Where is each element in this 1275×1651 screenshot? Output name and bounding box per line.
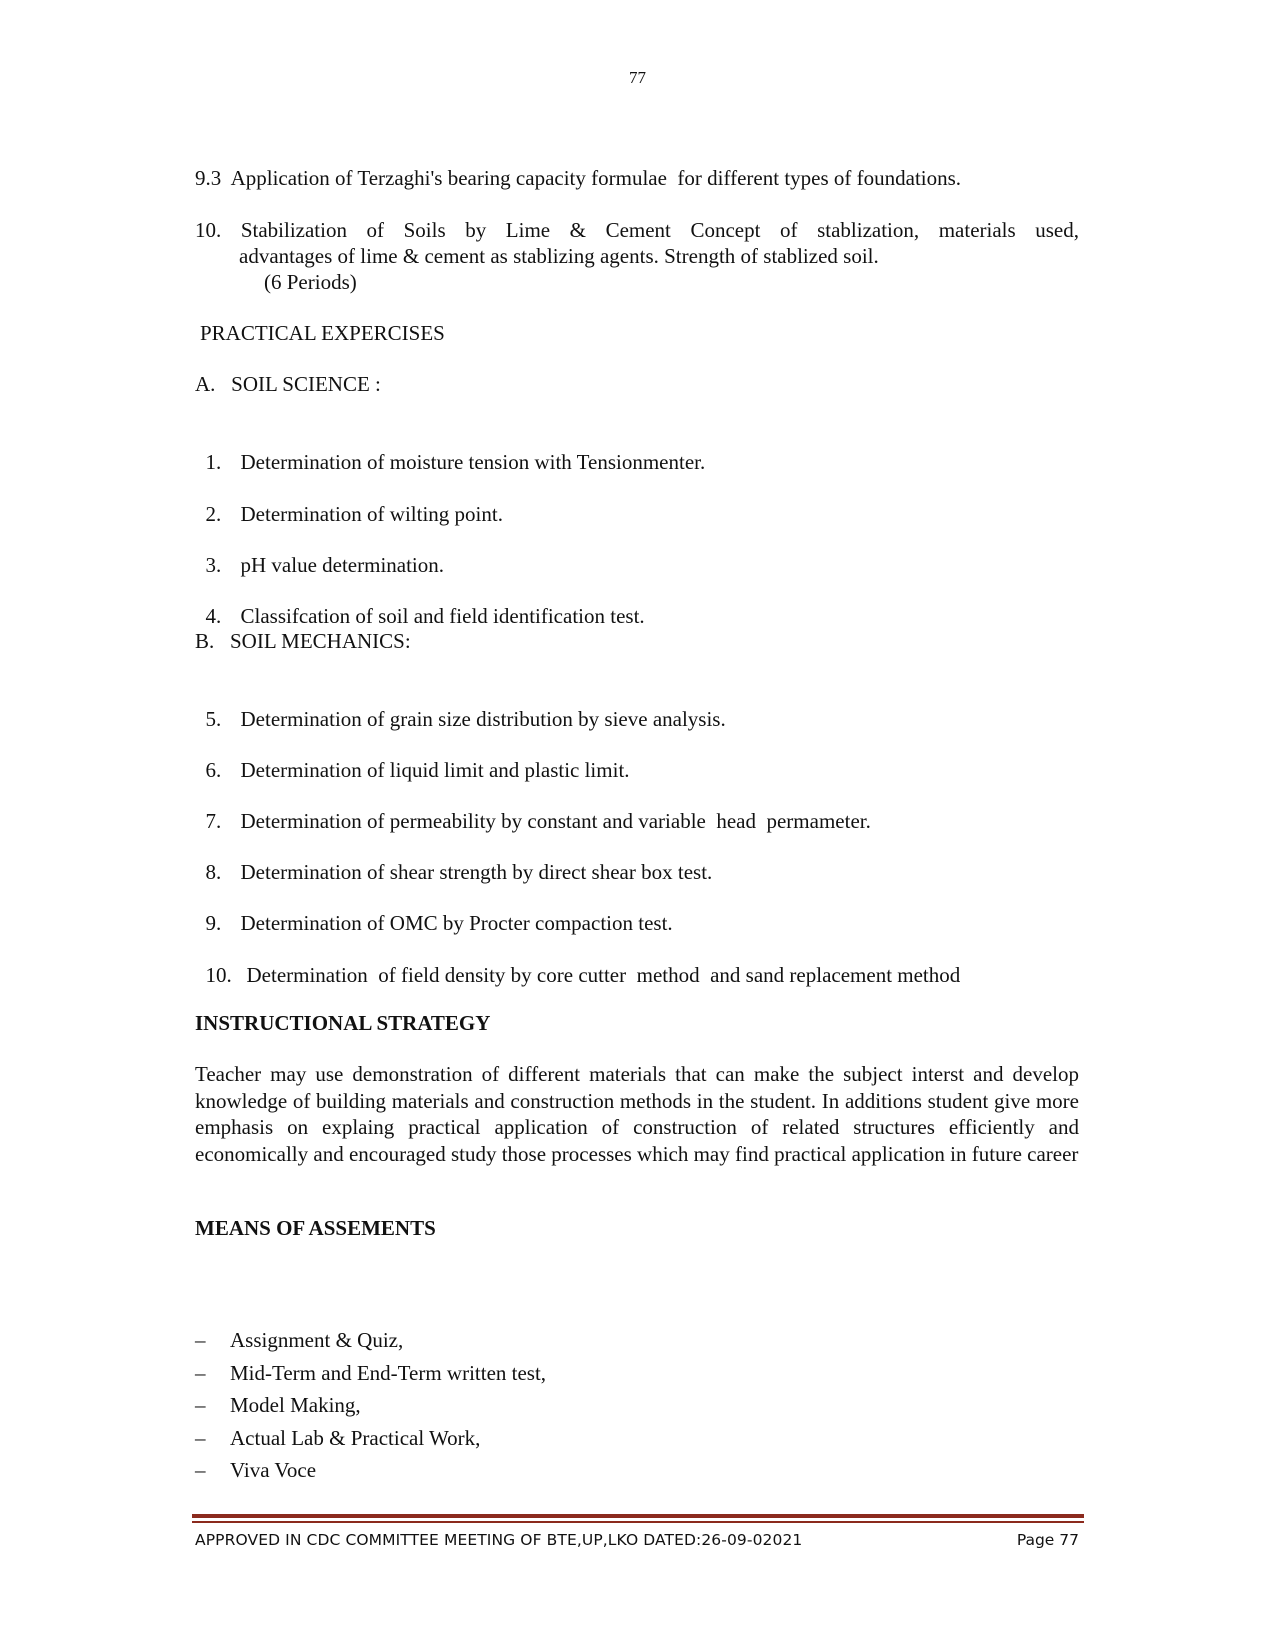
list-item	[195, 1360, 546, 1393]
item-10-line-2: advantages of lime & cement as stablizing agents. Strength of stablized soil.	[239, 244, 879, 268]
list-item-text: Mid-Term and End-Term written test,	[230, 1360, 547, 1385]
dash-icon: –	[195, 1393, 206, 1417]
list-item-number: 4.	[205, 604, 222, 628]
list-item-text: Determination of liquid limit and plastic limit.	[240, 758, 630, 782]
list-item-number: 6.	[205, 758, 222, 782]
footer-page-label: Page 77	[1016, 1531, 1079, 1549]
list-item-text: Determination of permeability by constant and variable head permameter.	[240, 809, 871, 833]
list-item-text: Determination of moisture tension with Tensionmenter.	[240, 450, 706, 474]
page-number: 77	[629, 68, 646, 87]
list-item	[195, 526, 444, 578]
instructional-strategy-body: Teacher may use demonstration of different materials that can make the subject interst and develop knowledge of building materials and construction methods in the student. In additions student give more emphasis on explaing practical application of construction of related structures efficiently and economically and encouraged study those processes which may find practical application in future career	[195, 1062, 1079, 1166]
dash-icon: –	[195, 1328, 206, 1352]
list-item-number: 7.	[205, 809, 222, 833]
list-item	[195, 833, 712, 885]
list-item	[195, 1327, 546, 1360]
practical-title: PRACTICAL EXPERCISES	[200, 321, 445, 345]
list-item-text: Viva Voce	[230, 1458, 317, 1482]
list-item-text: Actual Lab & Practical Work,	[230, 1425, 481, 1450]
footer-approval: APPROVED IN CDC COMMITTEE MEETING OF BTE,UP,LKO DATED:26-09-02021	[195, 1531, 803, 1549]
item-10-line-1: 10. Stabilization of Soils by Lime & Cement Concept of stablization, materials used,	[195, 218, 1079, 242]
list-item-text: Model Making,	[230, 1393, 361, 1417]
list-item	[195, 1457, 546, 1490]
list-item-text: Classifcation of soil and field identification test.	[240, 604, 645, 628]
list-item-text: Determination of shear strength by direct shear box test.	[240, 860, 713, 884]
dash-icon: –	[195, 1458, 206, 1482]
assessment-heading: MEANS OF ASSEMENTS	[195, 1216, 436, 1240]
list-item-number: 10.	[205, 963, 232, 987]
list-item-text: Determination of grain size distribution by sieve analysis.	[240, 707, 726, 731]
list-item	[195, 936, 960, 988]
list-item	[195, 475, 503, 527]
list-item	[195, 1425, 546, 1458]
footer-rule-thin	[192, 1521, 1084, 1523]
section-b-heading: B. SOIL MECHANICS:	[195, 629, 411, 653]
list-item	[195, 423, 705, 475]
list-item-number: 8.	[205, 860, 222, 884]
list-item	[195, 782, 871, 834]
list-item	[195, 680, 726, 732]
list-item-text: Determination of OMC by Procter compaction test.	[240, 911, 673, 935]
item-9-3: 9.3 Application of Terzaghi's bearing capacity formulae for different types of foundations.	[195, 166, 962, 190]
item-10-periods: (6 Periods)	[264, 270, 357, 294]
section-a-heading: A. SOIL SCIENCE :	[195, 372, 381, 396]
instructional-strategy-heading: INSTRUCTIONAL STRATEGY	[195, 1011, 491, 1035]
footer-rule	[192, 1514, 1084, 1518]
dash-icon: –	[195, 1425, 206, 1450]
list-item-number: 9.	[205, 911, 222, 935]
dash-icon: –	[195, 1360, 206, 1385]
list-item-text: pH value determination.	[240, 553, 445, 577]
assessment-list	[195, 1327, 546, 1490]
list-item-number: 5.	[205, 707, 222, 731]
list-item	[195, 731, 630, 783]
list-item-number: 1.	[205, 450, 222, 474]
list-item	[195, 577, 645, 629]
list-item-text: Determination of field density by core cutter method and sand replacement method	[246, 963, 961, 987]
list-item-number: 2.	[205, 502, 222, 526]
list-item-text: Determination of wilting point.	[240, 502, 503, 526]
list-item	[195, 1392, 546, 1425]
list-item-text: Assignment & Quiz,	[230, 1328, 404, 1352]
list-item	[195, 884, 673, 936]
list-item-number: 3.	[205, 553, 222, 577]
